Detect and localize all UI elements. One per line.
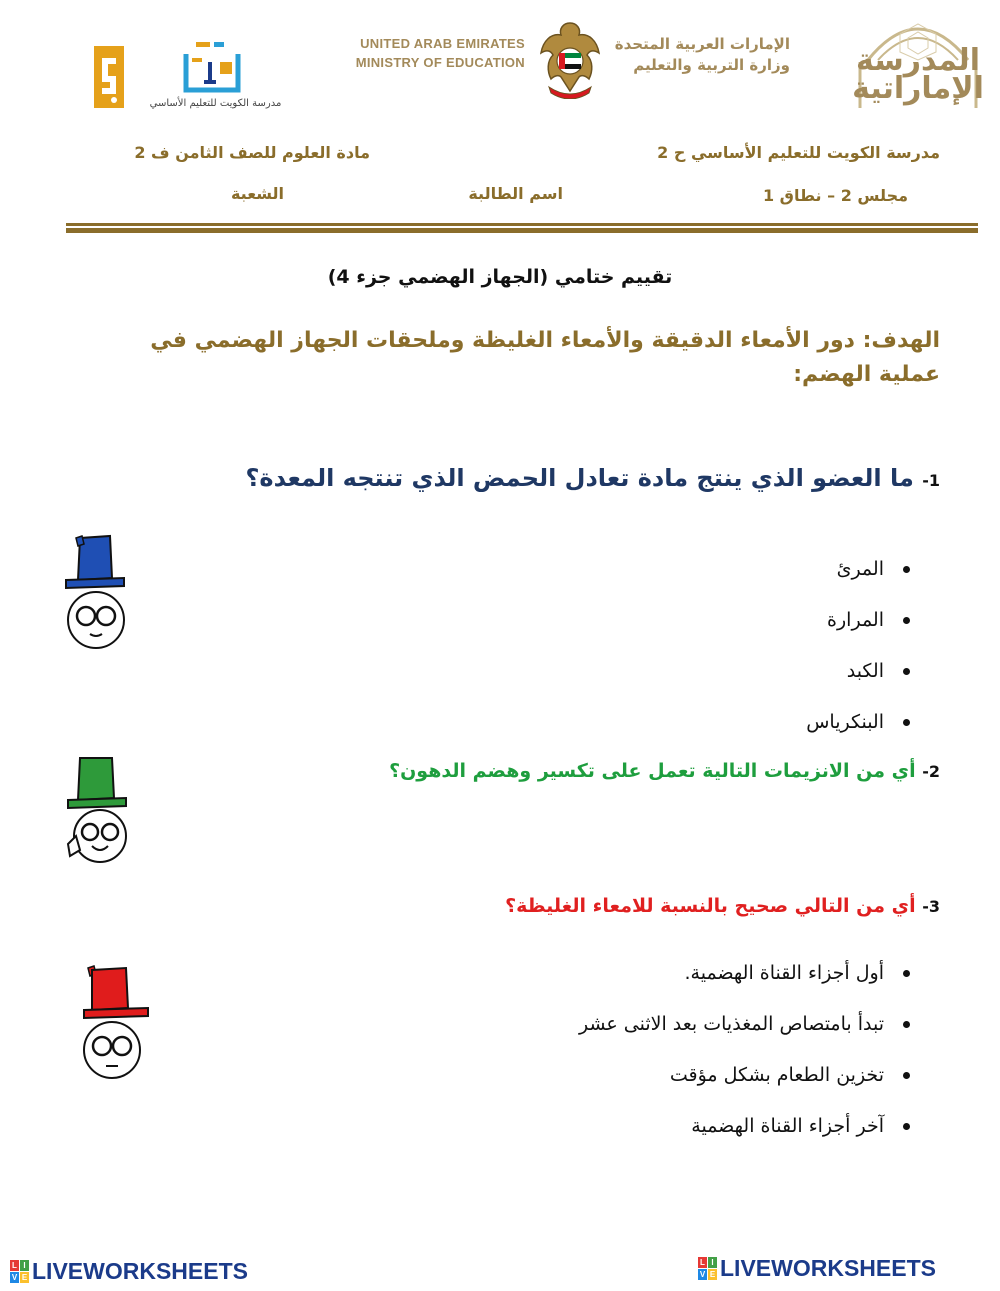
blue-hat-character-icon: [58, 532, 138, 652]
section-label: الشعبة: [230, 184, 284, 203]
question-1-options: [806, 556, 910, 760]
header-divider-thick: [66, 228, 978, 233]
question-2-number: 2-: [922, 762, 940, 781]
bullet-icon: [903, 566, 910, 573]
option-item[interactable]: الكبد: [806, 658, 910, 709]
kuwait-school-logo-icon: [180, 40, 246, 96]
kuwait-school-caption: مدرسة الكويت للتعليم الأساسي: [149, 98, 282, 109]
uae-emblem-icon: [537, 17, 603, 99]
bullet-icon: [903, 1021, 910, 1028]
lesson-goal: الهدف: دور الأمعاء الدقيقة والأمعاء الغليظة وملحقات الجهاز الهضمي في عملية الهضم:: [150, 328, 940, 387]
question-3: [505, 895, 940, 917]
emirati-school-logo-text: المدرسة الإماراتية: [852, 43, 984, 106]
liveworksheets-badge-icon: L I V E: [699, 1258, 716, 1279]
bullet-icon: [903, 1123, 910, 1130]
ay-logo-icon: [92, 44, 126, 110]
question-3-options: [579, 960, 910, 1164]
bullet-icon: [903, 719, 910, 726]
bullet-icon: [903, 668, 910, 675]
question-1-text: ما العضو الذي ينتج مادة تعادل الحمض الذي تنتجه المعدة؟: [245, 464, 914, 492]
option-item[interactable]: المرارة: [806, 607, 910, 658]
green-hat-character-icon: [58, 752, 138, 872]
student-name-label: اسم الطالبة: [468, 184, 563, 203]
bullet-icon: [903, 1072, 910, 1079]
option-item[interactable]: أول أجزاء القناة الهضمية.: [579, 960, 910, 1011]
page-title: تقييم ختامي (الجهاز الهضمي جزء 4): [327, 266, 673, 288]
ministry-name-english: UNITED ARAB EMIRATES MINISTRY OF EDUCATION: [355, 36, 525, 70]
question-1: [245, 464, 940, 492]
option-item[interactable]: البنكرياس: [806, 709, 910, 760]
option-item[interactable]: تخزين الطعام بشكل مؤقت: [579, 1062, 910, 1113]
liveworksheets-logo-right: L I V E LIVEWORKSHEETS: [699, 1255, 936, 1281]
bullet-icon: [903, 617, 910, 624]
option-item[interactable]: المرئ: [806, 556, 910, 607]
bullet-icon: [903, 970, 910, 977]
question-2: [389, 760, 940, 782]
ministry-name-arabic: الإمارات العربية المتحدة وزارة التربية والتعليم: [614, 35, 790, 74]
option-item[interactable]: تبدأ بامتصاص المغذيات بعد الاثنى عشر: [579, 1011, 910, 1062]
question-3-text: أي من التالي صحيح بالنسبة للامعاء الغليظة؟: [505, 895, 916, 917]
liveworksheets-badge-icon: L I V E: [11, 1261, 28, 1282]
liveworksheets-logo-left: L I V E LIVEWORKSHEETS: [11, 1258, 248, 1284]
subject-grade: مادة العلوم للصف الثامن ف 2: [134, 143, 370, 162]
council-zone: مجلس 2 – نطاق 1: [762, 186, 908, 205]
question-2-text: أي من الانزيمات التالية تعمل على تكسير وهضم الدهون؟: [389, 760, 916, 782]
school-name: مدرسة الكويت للتعليم الأساسي ح 2: [657, 143, 940, 162]
question-3-number: 3-: [922, 897, 940, 916]
option-item[interactable]: آخر أجزاء القناة الهضمية: [579, 1113, 910, 1164]
question-1-number: 1-: [922, 471, 940, 490]
red-hat-character-icon: [80, 962, 160, 1082]
header-divider: [66, 223, 978, 226]
